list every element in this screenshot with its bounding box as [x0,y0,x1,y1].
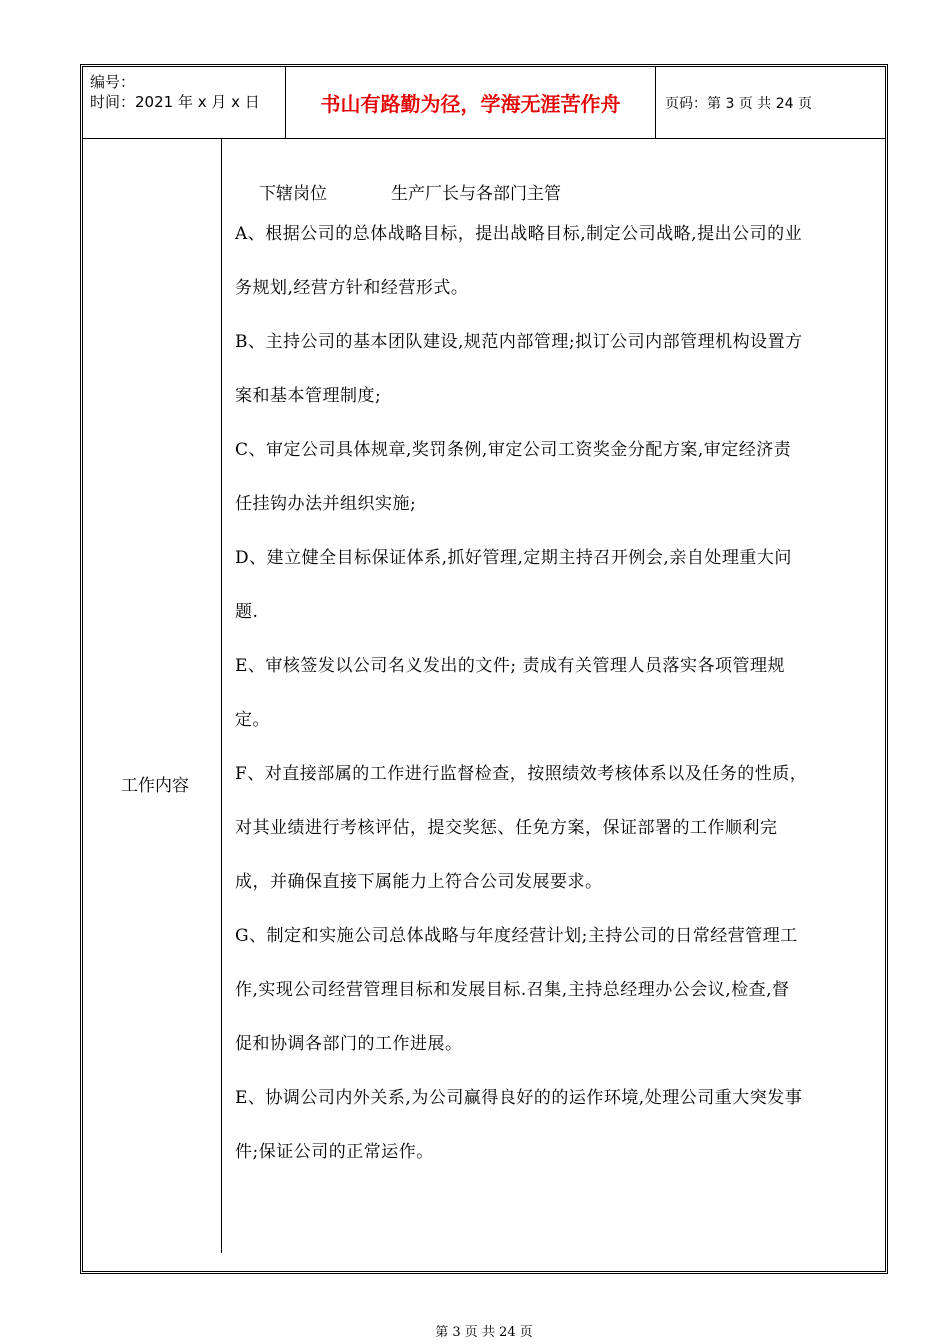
content-line: 促和协调各部门的工作进展。 [235,1034,463,1054]
motto-cell [286,67,656,138]
content-line: D、建立健全目标保证体系,抓好管理,定期主持召开例会,亲自处理重大问 [235,548,792,568]
content-line: E、协调公司内外关系,为公司赢得良好的的运作环境,处理公司重大突发事 [235,1088,803,1108]
content-line: C、审定公司具体规章,奖罚条例,审定公司工资奖金分配方案,审定经济责 [235,440,792,460]
content-line: A、根据公司的总体战略目标，提出战略目标,制定公司战略,提出公司的业 [235,224,803,244]
subordinate-label: 下辖岗位 [259,184,327,204]
subordinate-row [259,179,561,204]
document-frame [80,64,888,1340]
content-line: 定。 [235,710,270,730]
column-divider [221,139,222,1253]
content-line: 对其业绩进行考核评估，提交奖惩、任免方案，保证部署的工作顺利完 [235,818,778,838]
content-line: 成，并确保直接下属能力上符合公司发展要求。 [235,872,603,892]
content-line: 件;保证公司的正常运作。 [235,1142,434,1162]
side-label: 工作内容 [121,776,189,796]
content-line: 务规划,经营方针和经营形式。 [235,278,469,298]
content-line: 任挂钩办法并组织实施; [235,494,417,514]
content-line: 题. [235,602,259,622]
motto-text: 书山有路勤为径，学海无涯苦作舟 [320,92,621,116]
body-area [83,139,885,1340]
header-row [83,67,885,139]
content-line: E、审核签发以公司名义发出的文件; 责成有关管理人员落实各项管理规 [235,656,786,676]
work-content [235,219,869,1191]
page-code: 页码：第 3 页 共 24 页 [665,95,812,112]
content-line: 案和基本管理制度; [235,386,382,406]
content-line: 作,实现公司经营管理目标和发展目标.召集,主持总经理办公会议,检查,督 [235,980,790,1000]
number-label: 编号： [90,73,136,91]
header-info-cell [83,67,286,138]
content-line: G、制定和实施公司总体战略与年度经营计划;主持公司的日常经营管理工 [235,926,798,946]
time-label: 时间：2021 年 x 月 x 日 [90,93,260,111]
page-footer: 第 3 页 共 24 页 [435,1325,533,1340]
subordinate-value: 生产厂长与各部门主管 [391,184,561,204]
content-line: F、对直接部属的工作进行监督检查，按照绩效考核体系以及任务的性质， [235,764,808,784]
content-line: B、主持公司的基本团队建设,规范内部管理;拟订公司内部管理机构设置方 [235,332,803,352]
